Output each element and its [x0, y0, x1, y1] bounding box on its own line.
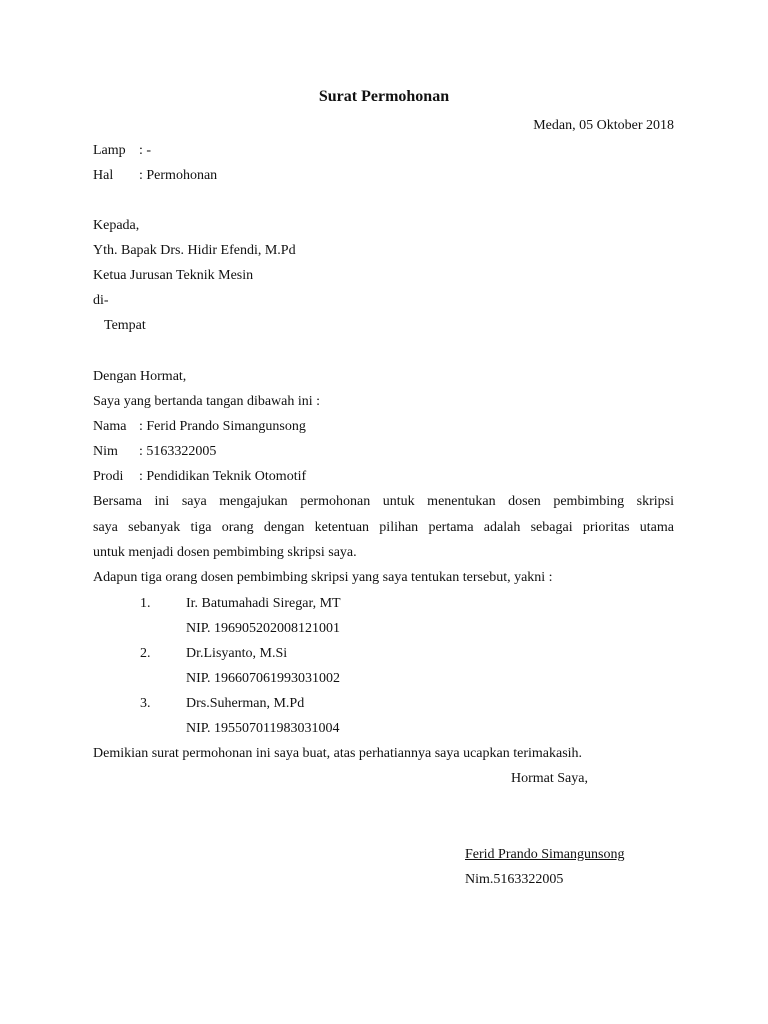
nim-label: Nim	[93, 444, 118, 459]
supervisor-number: 1.	[140, 596, 151, 611]
supervisor-name: Dr.Lisyanto, M.Si	[186, 646, 288, 661]
signature-nim: Nim.5163322005	[465, 872, 564, 887]
body-line-2: saya sebanyak tiga orang dengan ketentuan pilihan pertama adalah sebagai prioritas utama	[93, 520, 674, 535]
hal-value: : Permohonan	[139, 168, 218, 183]
body-line-4: Adapun tiga orang dosen pembimbing skripsi yang saya tentukan tersebut, yakni :	[93, 570, 553, 585]
body-line-1: Bersama ini saya mengajukan permohonan untuk menentukan dosen pembimbing skripsi	[93, 494, 674, 509]
closing-line: Demikian surat permohonan ini saya buat, atas perhatiannya saya ucapkan terimakasih.	[93, 746, 583, 761]
place-date: Medan, 05 Oktober 2018	[533, 118, 674, 133]
intro-line: Saya yang bertanda tangan dibawah ini :	[93, 394, 321, 409]
prodi-value: : Pendidikan Teknik Otomotif	[139, 469, 307, 484]
nama-value: : Ferid Prando Simangunsong	[139, 419, 306, 434]
recipient-position: Ketua Jurusan Teknik Mesin	[93, 268, 254, 283]
lamp-label: Lamp	[93, 143, 126, 158]
supervisor-number: 2.	[140, 646, 151, 661]
recipient-greeting: Kepada,	[93, 218, 140, 233]
supervisor-nip: NIP. 195507011983031004	[186, 721, 340, 736]
supervisor-number: 3.	[140, 696, 151, 711]
hal-label: Hal	[93, 168, 114, 183]
lamp-value: : -	[139, 143, 152, 158]
letter-title: Surat Permohonan	[318, 88, 450, 105]
supervisor-name: Drs.Suherman, M.Pd	[186, 696, 305, 711]
regards: Hormat Saya,	[511, 771, 588, 786]
body-line-3: untuk menjadi dosen pembimbing skripsi saya.	[93, 545, 357, 560]
supervisor-nip: NIP. 196905202008121001	[186, 621, 341, 636]
supervisor-nip: NIP. 196607061993031002	[186, 671, 341, 686]
salutation: Dengan Hormat,	[93, 369, 187, 384]
nama-label: Nama	[93, 419, 127, 434]
recipient-place: Tempat	[104, 318, 146, 333]
recipient-name: Yth. Bapak Drs. Hidir Efendi, M.Pd	[93, 243, 296, 258]
recipient-di: di-	[93, 293, 109, 308]
signature-name: Ferid Prando Simangunsong	[465, 847, 625, 862]
nim-value: : 5163322005	[139, 444, 217, 459]
prodi-label: Prodi	[93, 469, 124, 484]
supervisor-name: Ir. Batumahadi Siregar, MT	[186, 596, 341, 611]
